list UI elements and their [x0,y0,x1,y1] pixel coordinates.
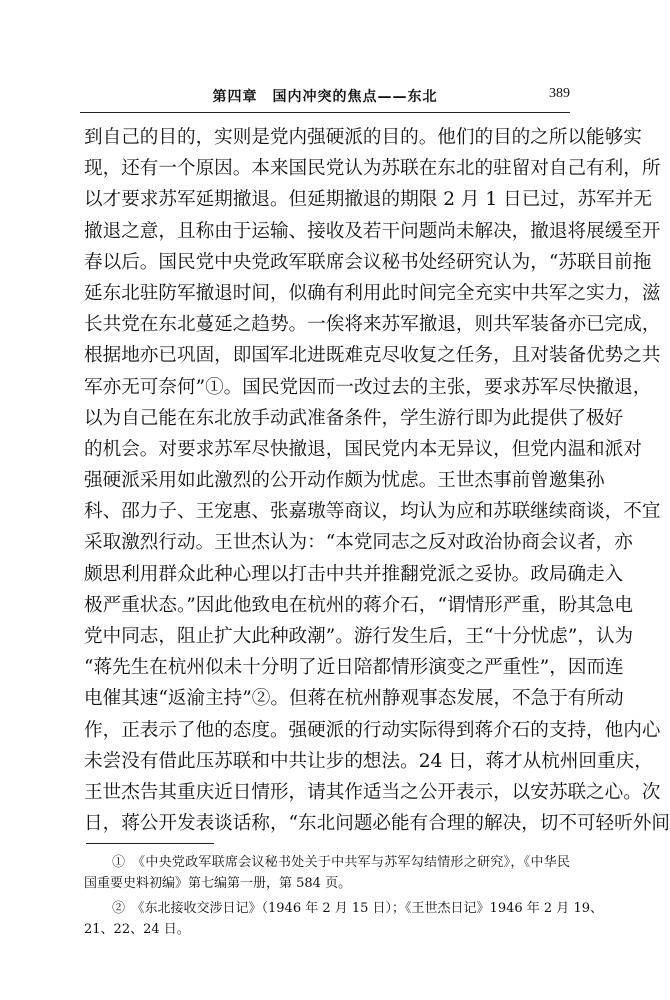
body-line: 撤退之意，且称由于运输、接收及若干问题尚未解决，撤退将展缓至开 [84,220,661,242]
body-line: 以为自己能在东北放手动武准备条件，学生游行即为此提供了极好 [84,407,624,429]
header-rule [80,112,570,113]
body-line: 的机会。对要求苏军尽快撤退，国民党内本无异议，但党内温和派对 [84,438,642,460]
body-line: 颇思利用群众此种心理以打击中共并推翻党派之妥协。政局确走入 [84,563,624,585]
body-line: “蒋先生在杭州似未十分明了近日陪都情形演变之严重性”，因而连 [84,657,624,679]
page-number: 389 [549,86,570,101]
body-line: 日，蒋公开发表谈话称，“东北问题必能有合理的解决，切不可轻听外间 [84,813,670,835]
body-line: 春以后。国民党中央党政军联席会议秘书处经研究认为，“苏联目前拖 [84,251,652,273]
footnote-2 [84,898,603,940]
footnotes [84,852,603,940]
body-line: 延东北驻防军撤退时间，似确有利用此时间完全充实中共军之实力，滋 [84,282,661,304]
body-line: 未尝没有借此压苏联和中共让步的想法。24 日，蒋才从杭州回重庆， [84,750,653,772]
footnote-line: ② 《东北接收交涉日记》（1946 年 2 月 15 日）；《王世杰日记》1946 年 2 月 19、 [112,901,603,916]
body-line: 以才要求苏军延期撤退。但延期撤退的期限 2 月 1 日已过，苏军并无 [84,189,652,211]
body-line: 到自己的目的，实则是党内强硬派的目的。他们的目的之所以能够实 [84,127,642,148]
body-line: 长共党在东北蔓延之趋势。一俟将来苏军撤退，则共军装备亦已完成， [84,314,661,336]
body-line: 极严重状态。”因此他致电在杭州的蒋介石，“谓情形严重，盼其急电 [84,594,633,616]
body-line: 科、邵力子、王宠惠、张嘉璈等商议，均认为应和苏联继续商谈，不宜 [84,501,661,523]
chapter-title: 第四章 国内冲突的焦点——东北 [212,89,438,105]
body-line: 现，还有一个原因。本来国民党认为苏联在东北的驻留对自己有利，所 [84,158,661,180]
body-text [84,122,670,839]
body-line: 军亦无可奈何”①。国民党因而一改过去的主张，要求苏军尽快撤退， [84,376,652,398]
body-line: 采取激烈行动。王世杰认为：“本党同志之反对政治协商会议者，亦 [84,532,633,554]
footnote-1 [84,852,570,894]
body-line: 作，正表示了他的态度。强硬派的行动实际得到蒋介石的支持，他内心 [84,719,661,741]
body-line: 强硬派采用如此激烈的公开动作颇为忧虑。王世杰事前曾邀集孙 [84,470,605,492]
footnote-line: 国重要史料初编》第七编第一册，第 584 页。 [84,876,352,891]
footnote-line: ① 《中央党政军联席会议秘书处关于中共军与苏军勾结情形之研究》，《中华民 [112,855,570,870]
running-header [80,84,570,110]
footnote-rule [86,843,214,844]
footnote-line: 21、22、24 日。 [84,922,190,937]
body-line: 电催其速“返渝主持”②。但蒋在杭州静观事态发展，不急于有所动 [84,688,624,710]
body-line: 王世杰告其重庆近日情形，请其作适当之公开表示，以安苏联之心。次 [84,781,661,803]
body-line: 根据地亦已巩固，即国军北进既难克尽收复之任务，且对装备优势之共 [84,345,661,367]
body-line: 党中同志，阻止扩大此种政潮”。游行发生后，王“十分忧虑”，认为 [84,626,634,647]
